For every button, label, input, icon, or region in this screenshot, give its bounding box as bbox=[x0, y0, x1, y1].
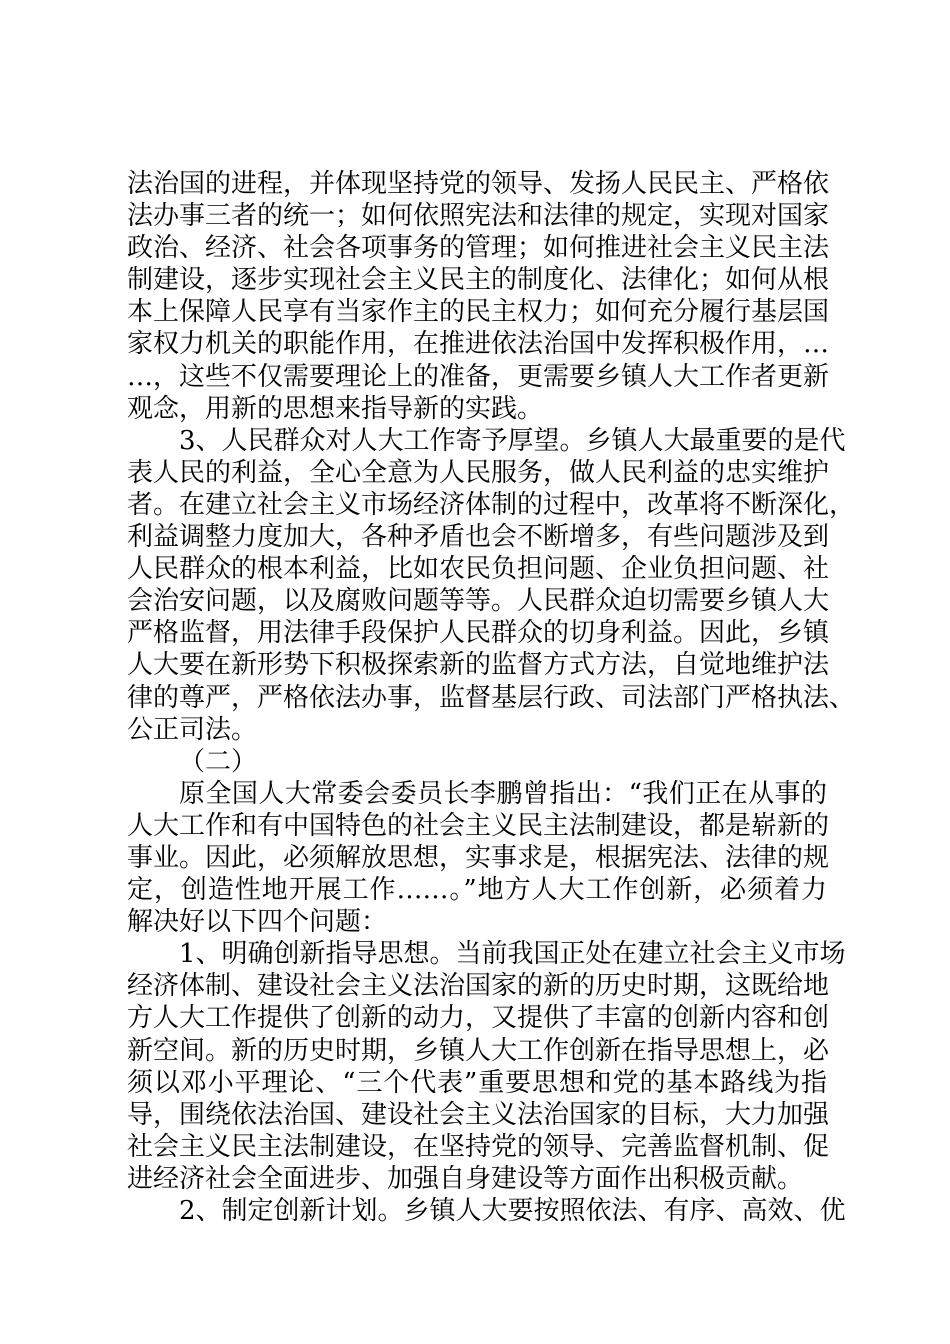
text-line: 2、制定创新计划。乡镇人大要按照依法、有序、高效、优 bbox=[179, 1196, 846, 1226]
text-line: …，这些不仅需要理论上的准备，更需要乡镇人大工作者更新 bbox=[127, 361, 830, 392]
text-line: 利益调整力度加大，各种矛盾也会不断增多，有些问题涉及到 bbox=[127, 522, 830, 553]
text-line: 3、人民群众对人大工作寄予厚望。乡镇人大最重要的是代 bbox=[179, 425, 846, 456]
text-line: 本上保障人民享有当家作主的民主权力；如何充分履行基层国 bbox=[127, 297, 830, 328]
text-line: 新空间。新的历史时期，乡镇人大工作创新在指导思想上，必 bbox=[127, 1035, 830, 1066]
text-line: 观念，用新的思想来指导新的实践。 bbox=[127, 393, 544, 424]
text-line: 人大要在新形势下积极探索新的监督方式方法，自觉地维护法 bbox=[127, 650, 830, 681]
document-body bbox=[127, 168, 856, 1227]
text-line: 法办事三者的统一；如何依照宪法和法律的规定，实现对国家 bbox=[127, 201, 830, 232]
text-line: 1、明确创新指导思想。当前我国正处在建立社会主义市场 bbox=[179, 939, 846, 970]
section-heading: （二） bbox=[179, 746, 258, 777]
text-line: 事业。因此，必须解放思想，实事求是，根据宪法、法律的规 bbox=[127, 842, 830, 873]
text-line: 律的尊严，严格依法办事，监督基层行政、司法部门严格执法、 bbox=[127, 682, 856, 713]
text-line: 严格监督，用法律手段保护人民群众的切身利益。因此，乡镇 bbox=[127, 618, 830, 649]
text-line: 制建设，逐步实现社会主义民主的制度化、法律化；如何从根 bbox=[127, 265, 830, 296]
text-line: 人民群众的根本利益，比如农民负担问题、企业负担问题、社 bbox=[127, 554, 830, 585]
text-line: 导，围绕依法治国、建设社会主义法治国家的目标，大力加强 bbox=[127, 1099, 830, 1130]
text-line: 人大工作和有中国特色的社会主义民主法制建设，都是崭新的 bbox=[127, 810, 830, 841]
text-line: 原全国人大常委会委员长李鹏曾指出：“我们正在从事的 bbox=[179, 778, 827, 809]
text-line: 进经济社会全面进步、加强自身建设等方面作出积极贡献。 bbox=[127, 1163, 804, 1194]
text-line: 公正司法。 bbox=[127, 714, 258, 745]
text-line: 家权力机关的职能作用，在推进依法治国中发挥积极作用，… bbox=[127, 329, 830, 360]
text-line: 定，创造性地开展工作……。”地方人大工作创新，必须着力 bbox=[127, 875, 827, 906]
text-line: 政治、经济、社会各项事务的管理；如何推进社会主义民主法 bbox=[127, 233, 830, 264]
text-line: 须以邓小平理论、“三个代表”重要思想和党的基本路线为指 bbox=[127, 1067, 827, 1098]
text-line: 者。在建立社会主义市场经济体制的过程中，改革将不断深化， bbox=[127, 489, 856, 520]
text-line: 经济体制、建设社会主义法治国家的新的历史时期，这既给地 bbox=[127, 971, 830, 1002]
text-line: 社会主义民主法制建设，在坚持党的领导、完善监督机制、促 bbox=[127, 1131, 830, 1162]
text-line: 法治国的进程，并体现坚持党的领导、发扬人民民主、严格依 bbox=[127, 169, 830, 199]
text-line: 表人民的利益，全心全意为人民服务，做人民利益的忠实维护 bbox=[127, 457, 830, 488]
text-line: 解决好以下四个问题： bbox=[127, 907, 388, 938]
text-line: 会治安问题，以及腐败问题等等。人民群众迫切需要乡镇人大 bbox=[127, 586, 830, 617]
text-line: 方人大工作提供了创新的动力，又提供了丰富的创新内容和创 bbox=[127, 1003, 830, 1034]
